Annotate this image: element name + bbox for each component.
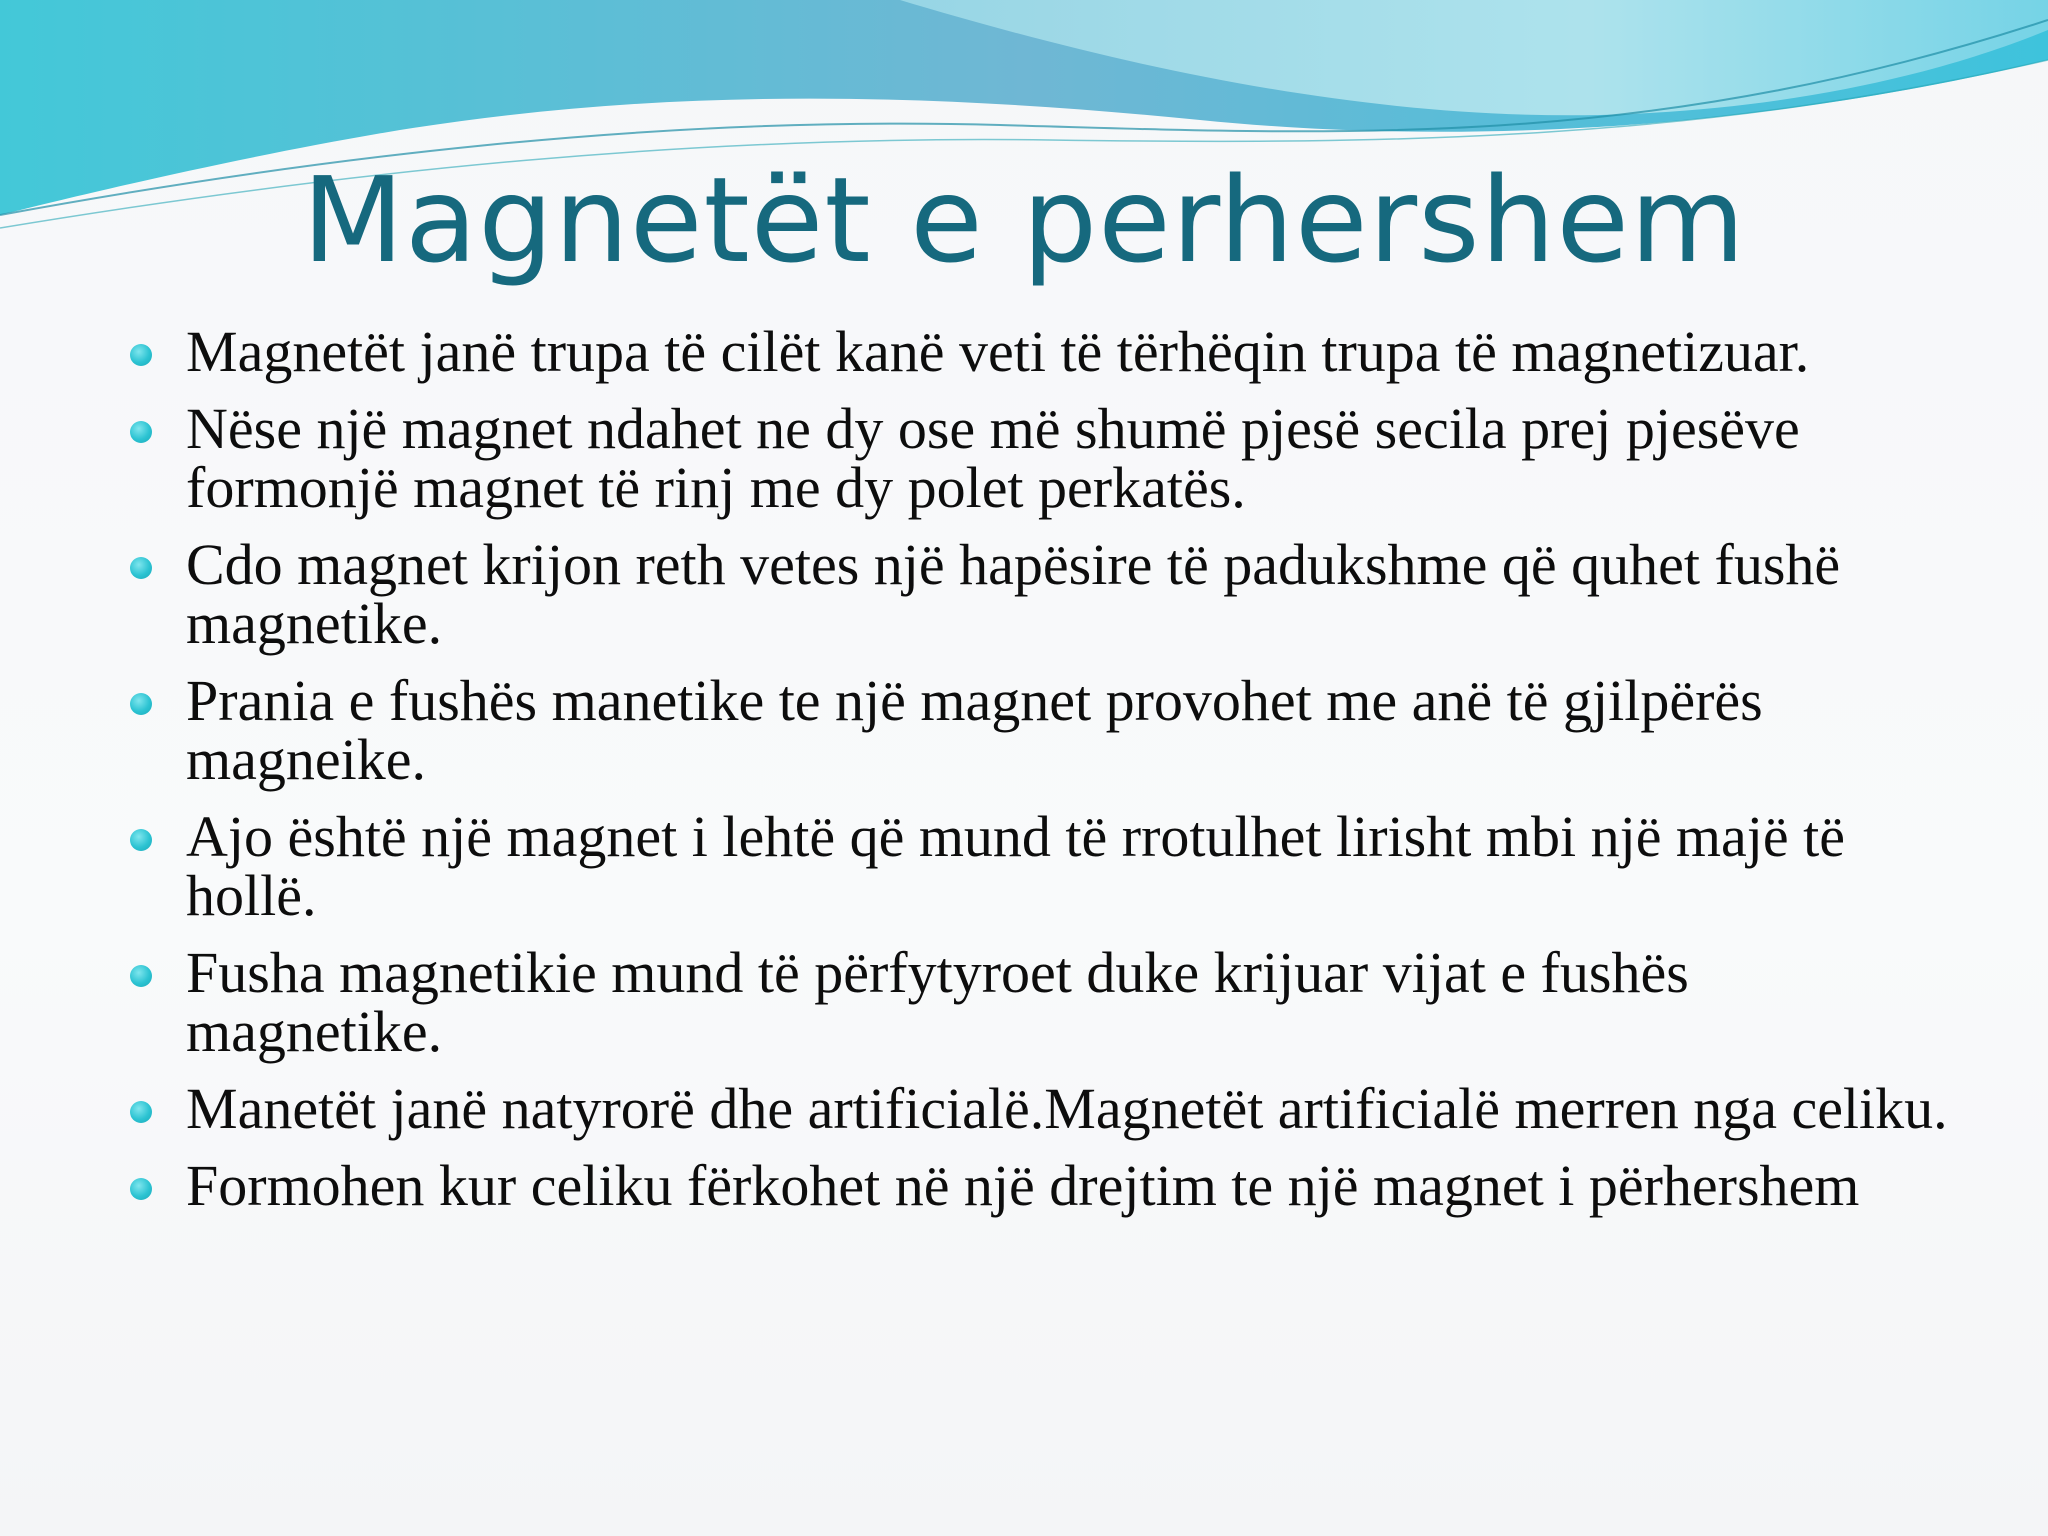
list-item-text: Nëse një magnet ndahet ne dy ose më shumë pjesë secila prej pjesëve formonjë magnet të rinj me dy polet perkatës. [186,396,1800,520]
list-item [120,1076,1950,1141]
bullet-dot-icon [130,1178,152,1200]
slide-title: Magnetët e perhershem [302,151,1746,289]
list-item [120,804,1950,928]
list-item-text: Cdo magnet krijon reth vetes një hapësire të padukshme që quhet fushë magnetike. [186,532,1841,656]
list-item [120,532,1950,656]
bullet-dot-icon [130,965,152,987]
list-item-text: Fusha magnetikie mund të përfytyroet duke krijuar vijat e fushës magnetike. [186,940,1689,1064]
bullet-dot-icon [130,1101,152,1123]
bullet-dot-icon [130,421,152,443]
list-item-text: Prania e fushës manetike te një magnet provohet me anë të gjilpërës magneike. [186,668,1763,792]
bullet-list [120,319,1950,1233]
bullet-dot-icon [130,829,152,851]
bullet-dot-icon [130,344,152,366]
list-item-text: Formohen kur celiku fërkohet në një drejtim te një magnet i përhershem [186,1153,1860,1218]
list-item [120,1153,1950,1218]
bullet-dot-icon [130,693,152,715]
list-item [120,396,1950,520]
bullet-dot-icon [130,557,152,579]
list-item-text: Manetët janë natyrorë dhe artificialë.Magnetët artificialë merren nga celiku. [186,1076,1948,1141]
list-item-text: Ajo është një magnet i lehtë që mund të rrotulhet lirisht mbi një majë të hollë. [186,804,1846,928]
list-item-text: Magnetët janë trupa të cilët kanë veti të tërhëqin trupa të magnetizuar. [186,319,1810,384]
list-item [120,319,1950,384]
list-item [120,940,1950,1064]
list-item [120,668,1950,792]
